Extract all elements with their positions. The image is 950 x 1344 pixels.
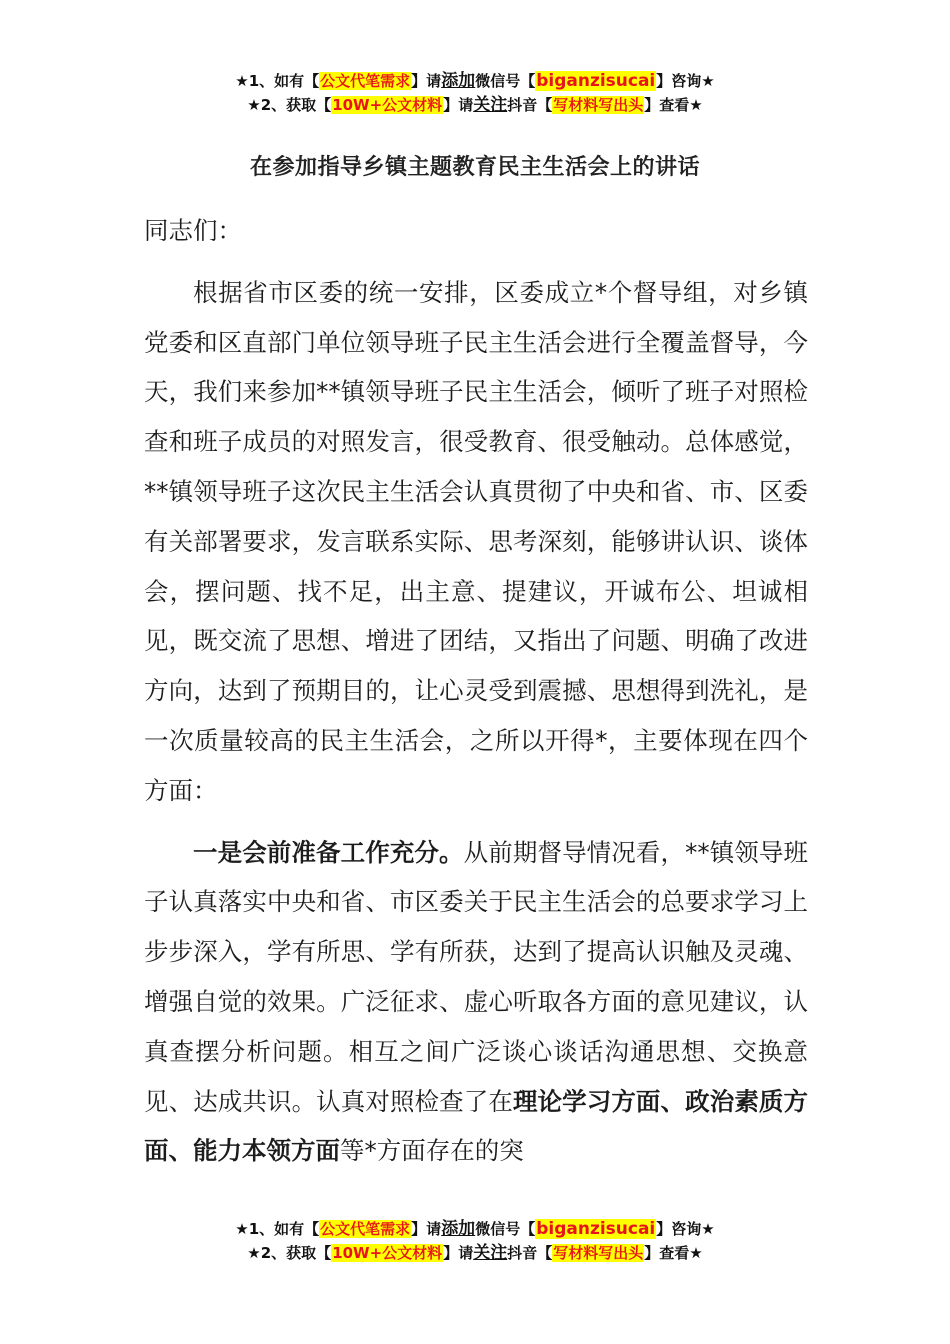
promo-line-1 (0, 1217, 950, 1241)
promo-highlight: 10W+公文材料 (332, 96, 443, 114)
promo-line-1 (0, 69, 950, 93)
promo-text: ★1、如有【 (235, 1220, 320, 1238)
document-title: 在参加指导乡镇主题教育民主生活会上的讲话 (249, 155, 700, 180)
paragraph-2-tail: 等*方面存在的突 (340, 1136, 524, 1166)
promo-text: 】查看★ (644, 96, 703, 114)
promo-text: 】查看★ (644, 1244, 703, 1262)
promo-highlight: 公文代笔需求 (320, 72, 411, 90)
promo-text: 抖音【 (507, 1244, 553, 1262)
paragraph-2-bold: 理论学习方面、政治素质方面、能力本领方面 (144, 1086, 809, 1166)
paragraph-1: 根据省市区委的统一安排，区委成立*个督导组，对乡镇党委和区直部门单位领导班子民主生活会进行全覆盖督导，今天，我们来参加**镇领导班子民主生活会，倾听了班子对照检查和班子成员的对照发言，很受教育、很受触动。总体感觉，**镇领导班子这次民主生活会认真贯彻了中央和省、市、区委有关部署要求，发言联系实际、思考深刻，能够讲认识、谈体会，摆问题、找不足，出主意、提建议，开诚布公、坦诚相见，既交流了思想、增进了团结，又指出了问题、明确了改进方向，达到了预期目的，让心灵受到震撼、思想得到洗礼，是一次质量较高的民主生活会，之所以开得*，主要体现在四个方面： (144, 277, 808, 805)
promo-wechat-id: biganzisucai (536, 71, 656, 91)
promo-wechat-id: biganzisucai (536, 1219, 656, 1239)
promo-text: 】请 (411, 1220, 442, 1238)
promo-text: 抖音【 (507, 96, 553, 114)
promo-line-2 (0, 93, 950, 117)
promo-text: 】请 (443, 96, 474, 114)
promo-text: 微信号【 (475, 72, 536, 90)
promo-text: 】请 (443, 1244, 474, 1262)
paragraph-2-lead: 一是会前准备工作充分。 (193, 837, 464, 867)
promo-line-2 (0, 1241, 950, 1265)
promo-text: 】咨询★ (656, 72, 715, 90)
promo-text: ★2、获取【 (247, 1244, 332, 1262)
promo-text: ★1、如有【 (235, 72, 320, 90)
promo-douyin-id: 写材料写出头 (553, 96, 644, 114)
promo-header (0, 69, 950, 117)
promo-highlight: 公文代笔需求 (320, 1220, 411, 1238)
paragraph-2 (144, 828, 808, 1177)
promo-text: 】请 (411, 72, 442, 90)
promo-text: ★2、获取【 (247, 96, 332, 114)
promo-underline: 添加 (441, 71, 476, 91)
promo-highlight: 10W+公文材料 (332, 1244, 443, 1262)
promo-text: 微信号【 (475, 1220, 536, 1238)
paragraph-2-body: 从前期督导情况看，**镇领导班子认真落实中央和省、市区委关于民主生活会的总要求学习上步步深入，学有所思、学有所获，达到了提高认识触及灵魂、增强自觉的效果。广泛征求、虚心听取各方面的意见建议，认真查摆分析问题。相互之间广泛谈心谈话沟通思想、交换意见、达成共识。认真对照检查了在 (144, 837, 809, 1116)
promo-underline: 添加 (441, 1219, 476, 1239)
promo-underline: 关注 (473, 1243, 508, 1263)
promo-text: 】咨询★ (656, 1220, 715, 1238)
promo-underline: 关注 (473, 95, 508, 115)
promo-footer (0, 1217, 950, 1265)
document-body (144, 206, 808, 1176)
promo-douyin-id: 写材料写出头 (553, 1244, 644, 1262)
greeting: 同志们： (144, 216, 242, 245)
